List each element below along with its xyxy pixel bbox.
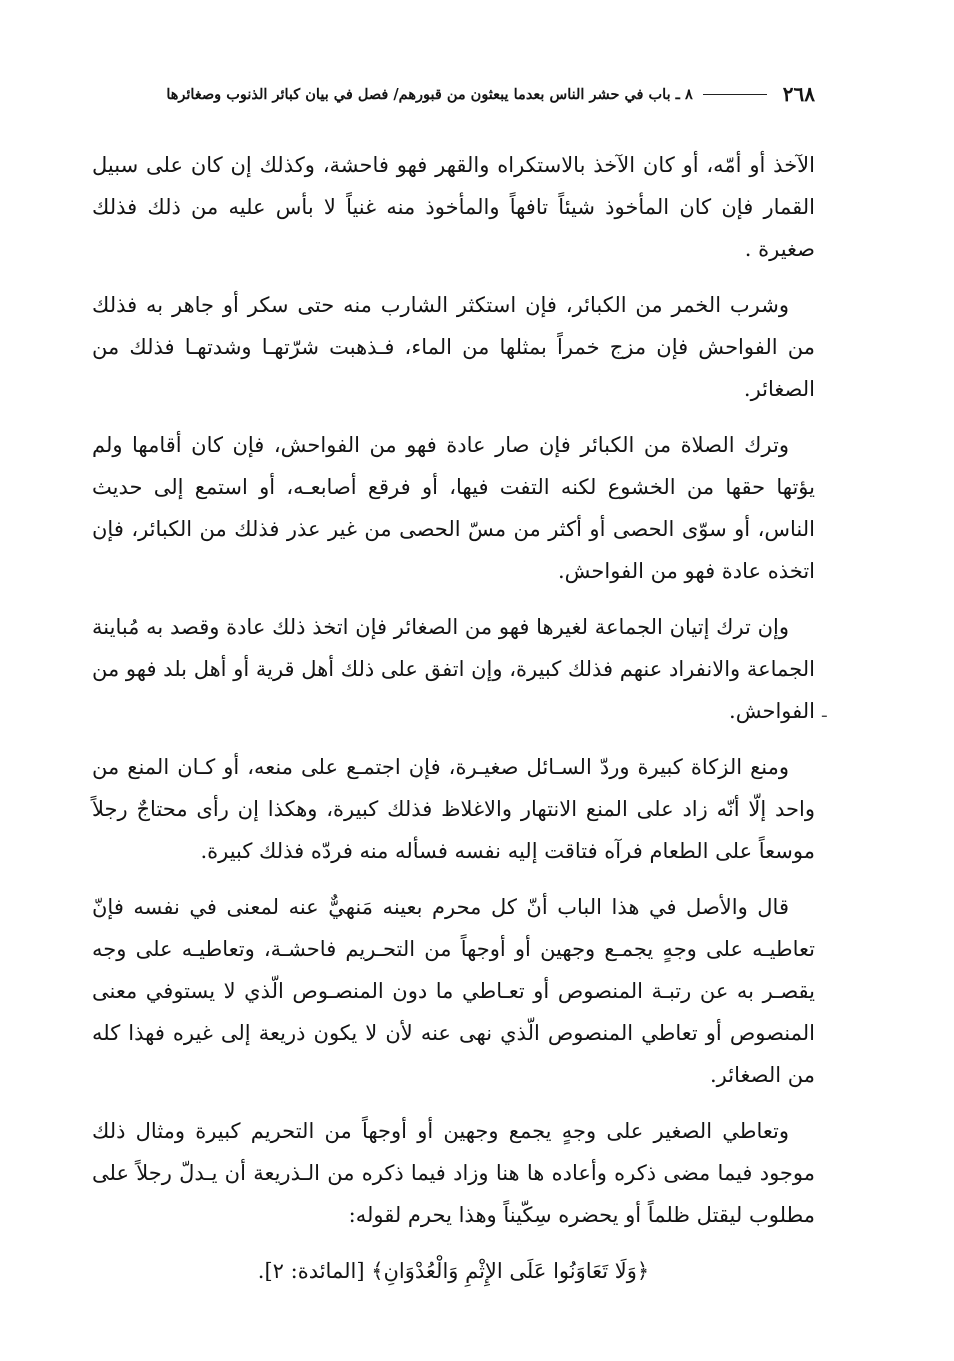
paragraph-text: وترك الصلاة من الكبائر فإن صار عادة فهو من الفواحش، فإن كان أقامها ولم يؤتها حقها من الخشوع لكنه التفت فيها، أو فرقع أصابعـه، أو استمع إلى حديث الناس، أو سوّى الحصى أو أكثر من مسّ الحصى من غير عذر فذلك من الكبائر، فإن اتخذه عادة فهو من الفواحش. [92,433,815,583]
paragraph-7 [92,1110,815,1236]
quran-verse: ﴿وَلَا تَعَاوَنُوا عَلَى الإِثْمِ وَالْعُدْوَانِ﴾ [المائدة: ٢]. [257,1259,650,1283]
body-text [92,144,815,1292]
header-rule [703,94,767,95]
paragraph-text: وشرب الخمر من الكبائر، فإن استكثر الشارب منه حتى سكر أو جاهر به فذلك من الفواحش فإن مزج خمراً بمثلها من الماء، فـذهبت شرّتهـا وشدتهـا فذلك من الصغائر. [92,293,815,401]
paragraph-1 [92,144,815,270]
running-title: ٨ ـ باب في حشر الناس بعدما يبعثون من قبورهم/ فصل في بيان كبائر الذنوب وصغائرها [166,85,693,103]
book-page [92,78,815,1283]
paragraph-4 [92,606,815,732]
paragraph-text: ومنع الزكاة كبيرة وردّ السـائل صغيـرة، فإن اجتمـع على منعه، أو كـان المنع من واحد إلّا أنّه زاد على المنع الانتهار والاغلاظ فذلك كبيرة، وهكذا إن رأى محتاجٌ رجلاً موسعاً على الطعام فرآه فتاقت إليه نفسه فسأله منه فردّه فذلك كبيرة. [92,755,815,863]
paragraph-text: وتعاطي الصغير على وجهٍ يجمع وجهين أو أوجهاً من التحريم كبيرة ومثال ذلك موجود فيما مضى ذكره وأعاده ها هنا وزاد فيما ذكره من الـذريعة أن يـدلّ رجلاً على مطلوب ليقتل ظلماً أو يحضره سِكّيناً وهذا يحرم لقوله: [92,1119,815,1227]
paragraph-3 [92,424,815,592]
paragraph-text: قال والأصل في هذا الباب أنّ كل محرم بعينه مَنهيٌّ عنه لمعنى في نفسه فإنّ تعاطيـه على وجهٍ يجمـع وجهين أو أوجهاً من التحـريم فاحشـة، وتعاطيـه على وجه يقصـر به عن رتبـة المنصوص أو تعـاطي ما دون المنصـوص الّذي لا يستوفي معنى المنصوص أو تعاطي المنصوص الّذي نهى عنه لأن لا يكون ذريعة إلى غيره فهذا كله من الصغائر. [92,895,815,1087]
paragraph-5 [92,746,815,872]
paragraph-2 [92,284,815,410]
page-number: ٢٦٨ [782,82,815,106]
running-header [92,78,815,110]
margin-mark: ـ [822,702,827,721]
paragraph-text: وإن ترك إتيان الجماعة لغيرها فهو من الصغائر فإن اتخذ ذلك عادة وقصد به مُباينة الجماعة والانفراد عنهم فذلك كبيرة، وإن اتفق على ذلك أهل قرية أو أهل بلد فهو من الفواحش. [92,615,815,723]
paragraph-text: الآخذ أو أمّه، أو كان الآخذ بالاستكراه والقهر فهو فاحشة، وكذلك إن كان على سبيل القمار فإن كان المأخوذ شيئاً تافهاً والمأخوذ منه غنياً لا بأس عليه من ذلك فذلك صغيرة . [92,153,815,261]
paragraph-6 [92,886,815,1096]
